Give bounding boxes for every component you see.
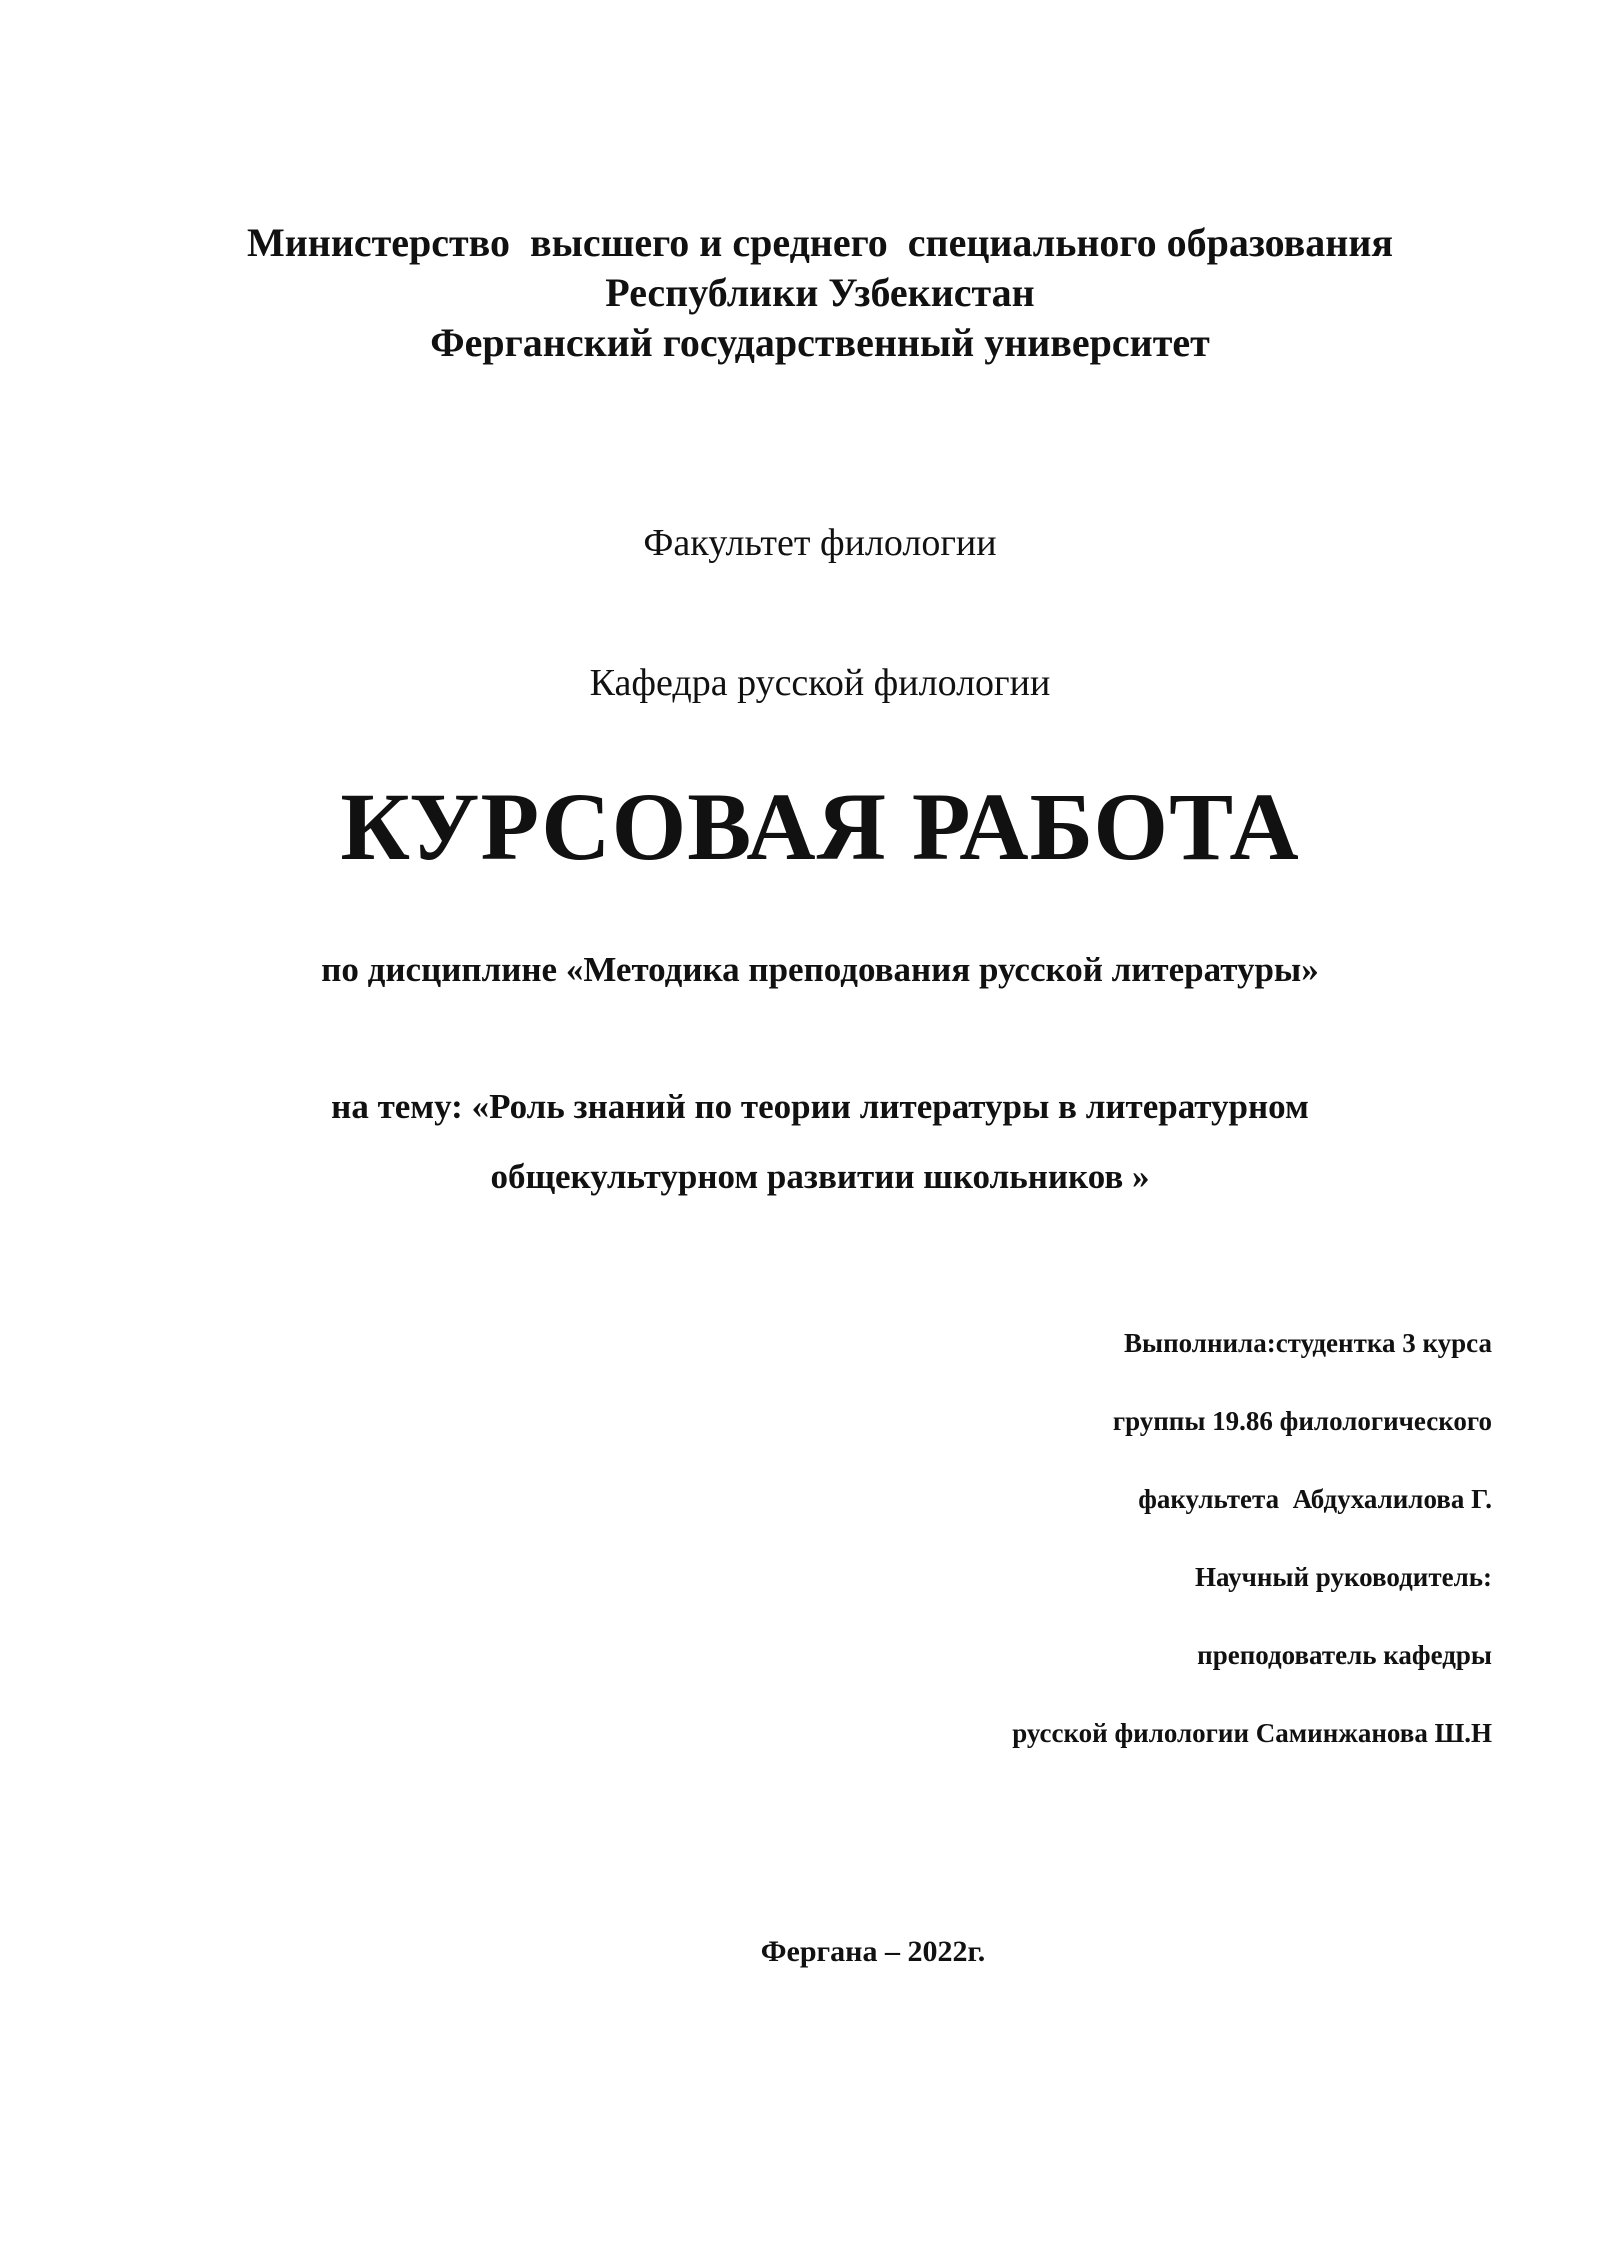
faculty-name: Факультет филологии <box>643 522 997 564</box>
supervisor-label: Научный руководитель: <box>1195 1562 1492 1592</box>
ministry-line: Министерство высшего и среднего специального образования <box>246 220 1393 265</box>
supervisor-line-1: преподователь кафедры <box>1197 1640 1492 1670</box>
document-title: КУРСОВАЯ РАБОТА <box>340 773 1300 880</box>
department-name: Кафедра русской филологии <box>589 662 1051 704</box>
topic-line-1: на тему: «Роль знаний по теории литературы в литературном <box>331 1087 1309 1126</box>
topic-line-2: общекультурном развитии школьников » <box>490 1157 1150 1196</box>
institution-header <box>0 218 1600 368</box>
university-line: Ферганский государственный университет <box>430 320 1210 365</box>
author-block <box>1012 1304 1492 1772</box>
republic-line: Республики Узбекистан <box>605 270 1035 315</box>
discipline-line: по дисциплине «Методика преподования русской литературы» <box>321 950 1319 989</box>
city-year: Фергана – 2022г. <box>760 1935 986 1968</box>
topic-block <box>0 1072 1600 1212</box>
author-line-2: группы 19.86 филологического <box>1112 1406 1492 1436</box>
author-line-3: факультета Абдухалилова Г. <box>1138 1484 1492 1514</box>
supervisor-line-2: русской филологии Саминжанова Ш.Н <box>1012 1718 1492 1748</box>
author-line-1: Выполнила:студентка 3 курса <box>1124 1328 1492 1358</box>
